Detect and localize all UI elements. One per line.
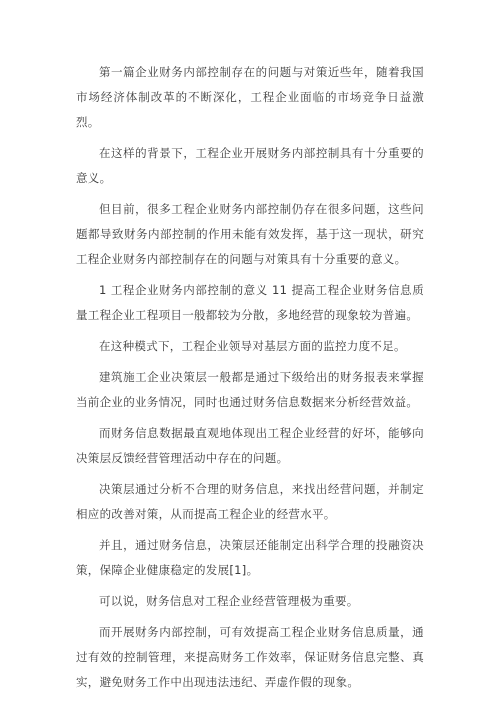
paragraph-1: 第一篇企业财务内部控制存在的问题与对策近些年，随着我国市场经济体制改革的不断深化，工程企业面临的市场竞争日益激烈。: [76, 65, 424, 129]
paragraph-5: 在这种模式下，工程企业领导对基层方面的监控力度不足。: [99, 339, 406, 353]
paragraph-7: 而财务信息数据最直观地体现出工程企业经营的好坏，能够向决策层反馈经营管理活动中存在的问题。: [76, 426, 424, 465]
paragraph-11: 而开展财务内部控制，可有效提高工程企业财务信息质量，通过有效的控制管理，来提高财务工作效率，保证财务信息完整、真实，避免财务工作中出现违法违纪、弄虚作假的现象。: [76, 625, 424, 689]
paragraph-6: 建筑施工企业决策层一般都是通过下级给出的财务报表来掌握当前企业的业务情况，同时也通过财务信息数据来分析经营效益。: [76, 370, 424, 409]
paragraph-9: 并且，通过财务信息，决策层还能制定出科学合理的投融资决策，保障企业健康稳定的发展[1]。: [76, 538, 424, 577]
paragraph-4: 1 工程企业财务内部控制的意义 11 提高工程企业财务信息质量工程企业工程项目一般都较为分散，多地经营的现象较为普遍。: [76, 283, 424, 322]
document-body: [76, 60, 424, 701]
paragraph-3: 但目前，很多工程企业财务内部控制仍存在很多问题，这些问题都导致财务内部控制的作用未能有效发挥，基于这一现状，研究工程企业财务内部控制存在的问题与对策具有十分重要的意义。: [76, 202, 424, 266]
paragraph-8: 决策层通过分析不合理的财务信息，来找出经营问题，并制定相应的改善对策，从而提高工程企业的经营水平。: [76, 482, 424, 521]
paragraph-10: 可以说，财务信息对工程企业经营管理极为重要。: [99, 594, 359, 608]
paragraph-2: 在这样的背景下，工程企业开展财务内部控制具有十分重要的意义。: [76, 146, 424, 185]
